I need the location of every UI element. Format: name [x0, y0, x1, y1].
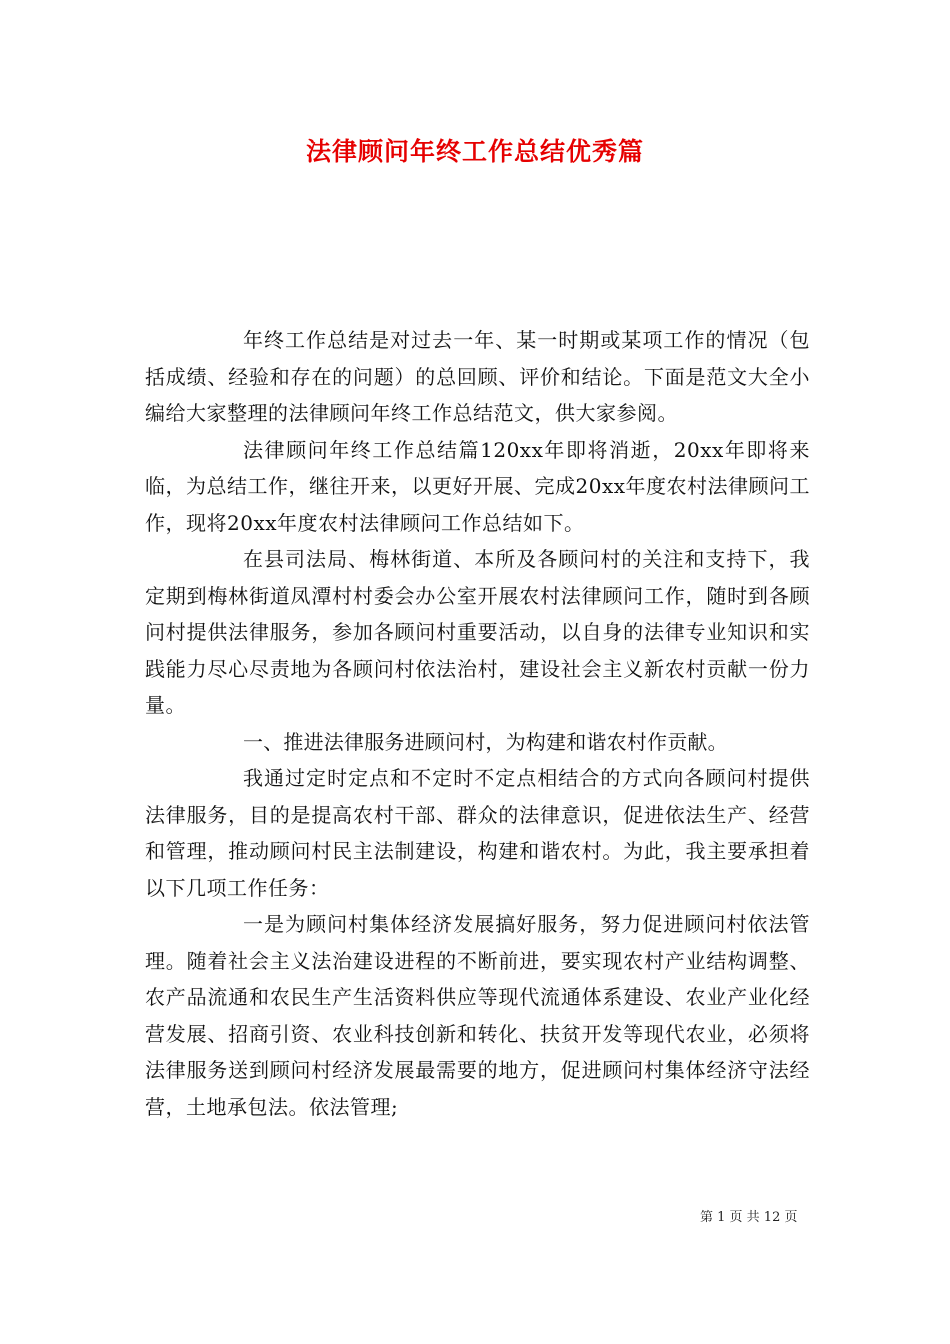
paragraph-intro: 年终工作总结是对过去一年、某一时期或某项工作的情况（包括成绩、经验和存在的问题）的总回顾、评价和结论。下面是范文大全小编给大家整理的法律顾问年终工作总结范文，供大家参阅。 [145, 328, 810, 425]
paragraph-overview: 法律顾问年终工作总结篇120xx年即将消逝，20xx年即将来临，为总结工作，继往开来，以更好开展、完成20xx年度农村法律顾问工作，现将20xx年度农村法律顾问工作总结如下。 [145, 437, 811, 535]
page-number: 第 1 页 共 12 页 [700, 1210, 798, 1225]
paragraph-service-method: 我通过定时定点和不定时不定点相结合的方式向各顾问村提供法律服务，目的是提高农村干部、群众的法律意识，促进依法生产、经营和管理，推动顾问村民主法制建设，构建和谐农村。为此，我主要承担着以下几项工作任务： [145, 766, 810, 900]
paragraph-support: 在县司法局、梅林街道、本所及各顾问村的关注和支持下，我定期到梅林街道凤潭村村委会办公室开展农村法律顾问工作，随时到各顾问村提供法律服务，参加各顾问村重要活动，以自身的法律专业知识和实践能力尽心尽责地为各顾问村依法治村，建设社会主义新农村贡献一份力量。 [145, 547, 810, 717]
document-body [145, 322, 810, 1125]
document-title: 法律顾问年终工作总结优秀篇 [305, 137, 644, 166]
paragraph-task-one: 一是为顾问村集体经济发展搞好服务，努力促进顾问村依法管理。随着社会主义法治建设进程的不断前进，要实现农村产业结构调整、农产品流通和农民生产生活资料供应等现代流通体系建设、农业产业化经营发展、招商引资、农业科技创新和转化、扶贫开发等现代农业，必须将法律服务送到顾问村经济发展最需要的地方，促进顾问村集体经济守法经营，土地承包法。依法管理; [145, 912, 810, 1119]
section-heading-1: 一、推进法律服务进顾问村，为构建和谐农村作贡献。 [243, 729, 728, 754]
